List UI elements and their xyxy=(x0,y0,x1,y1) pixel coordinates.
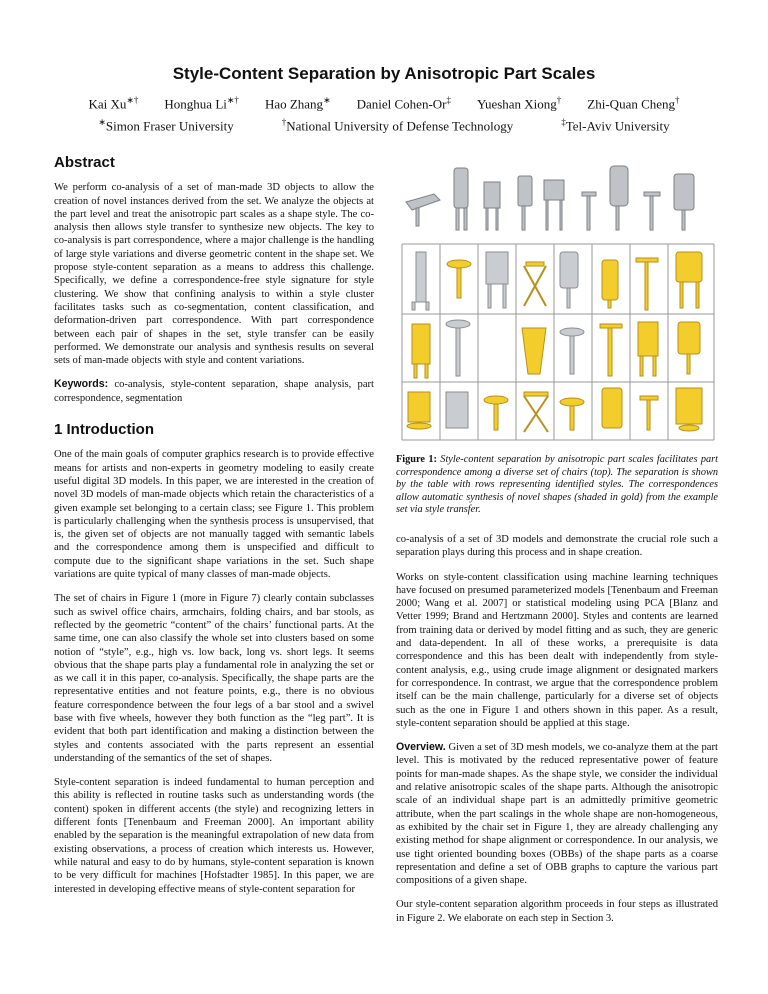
paragraph: Our style-content separation algorithm proceeds in four steps as illustrated in Figure 2. We elaborate on each step in Section 3. xyxy=(396,899,718,924)
abstract-text: We perform co-analysis of a set of man-made 3D objects to allow the creation of novel instances derived from the set. We analyze the objects at the part level and treat the anisotropic part scales as a shape style. The co-analysis then allows style transfer to synthesize new objects. The key to co-analysis is part correspondence, where a major challenge is the handling of large style variations and diverse geometric content in the shape set. We propose style-content separation as a means to address this challenge. Specifically, we define a correspondence-free style signature for style clustering. We show that confining analysis to within a style cluster facilitates tasks such as co-segmentation, content classification, and deformation-driven part correspondence. With part correspondence between each pair of shapes in the set, style transfer can be easily performed. We demonstrate our analysis and synthesis results on several sets of man-made objects with style and content variations. xyxy=(54,182,374,367)
affiliation: ∗Simon Fraser University xyxy=(98,117,234,134)
figure-1-image xyxy=(396,152,718,442)
author: Hao Zhang∗ xyxy=(264,95,331,112)
keywords: Keywords: co-analysis, style-content separation, shape analysis, part correspondence, segmentation xyxy=(54,378,374,404)
paragraph: Works on style-content classification using machine learning techniques have focused on presumed parameterized models [Tenenbaum and Freeman 2000; Wang et al. 2007] or statistical modeling using PCA [Blanz and Vetter 1999; Brand and Hertzmann 2000]. Styles and contents are learned from training data or derived by model fitting and as such, they are generic and data-dependent. In all of these works, a prerequisite is data correspondence and this has been dealt with independently from style-content analysis, e.g., using crude image alignment or designated markers for correspondence. In contrast, we argue that the correspondence problem itself can be the main challenge, particularly for a diverse set of objects such as the one in Figure 1 and others shown in this paper. As a result, style-content separation should be applied at this stage. xyxy=(396,571,718,729)
abstract-heading: Abstract xyxy=(54,154,115,171)
figure-caption: Figure 1: Style-content separation by anisotropic part scales facilitates part correspondence among a diverse set of chairs (top). The separation is shown by the table with rows representing identified styles. The correspondences allow automatic synthesis of novel shapes (shaded in gold) from the example set via style transfer. xyxy=(396,454,718,516)
affiliation: ‡Tel-Aviv University xyxy=(561,117,670,134)
paper-title: Style-Content Separation by Anisotropic Part Scales xyxy=(172,64,596,83)
paragraph: co-analysis of a set of 3D models and demonstrate the crucial role such a separation plays during this process and in shape creation. xyxy=(396,533,718,559)
author: Yueshan Xiong† xyxy=(477,95,562,112)
section-heading: 1 Introduction xyxy=(54,421,154,439)
left-column xyxy=(54,152,374,907)
author: Daniel Cohen-Or‡ xyxy=(356,95,451,112)
author: Zhi-Quan Cheng† xyxy=(587,95,680,112)
paragraph: One of the main goals of computer graphics research is to provide effective means for artists and non-experts in geometry modeling to easily create useful digital 3D models. In this paper, we are interested in the creation of novel 3D models of man-made objects which retain the characteristics of a given example set belonging to a certain class; see Figure 1. This problem is particularly challenging when the synthesis process is unsupervised, that is, the given set of objects are not manually tagged with semantic labels and the correspondence among them is unspecified and difficult to compute due to the significant shape variations in the set. Such shape variations are quite typical of many classes of man-made objects. xyxy=(54,449,374,581)
author: Kai Xu∗† xyxy=(88,95,139,112)
paragraph: Style-content separation is indeed fundamental to human perception and this ability is reflected in routine tasks such as understanding words (the content) spoken in different accents (the style) and recognizing letters in different fonts [Tenenbaum and Freeman 2000]. An important ability enabled by the separation is the meaningful extrapolation of new data from existing observations, a process of creation which interests us. However, while natural and easy to do by humans, style-content separation is known to be very difficult for machines [Hofstadter 1985]. In this paper, we are interested in developing effective means of style-content separation for xyxy=(54,777,374,895)
author: Honghua Li∗† xyxy=(164,95,239,112)
chair-grid-illustration xyxy=(396,152,718,442)
overview-paragraph: Overview. Given a set of 3D mesh models, we co-analyze them at the part level. This is motivated by the reduced representative power of feature points for man-made shapes. As the shape style, we consider the individual and relative anisotropic scales of the shape parts. Although the anisotropic scale of an individual shape part is an admittedly primitive geometric attribute, when the part scalings in the whole shape are non-homogeneous, as exhibited by the chair set in Figure 1, they are already challenging any existing method for shape alignment or correspondence. In our analysis, we use tight oriented bounding boxes (OBBs) of the shape parts as a coarse representation and define a set of OBB graphs to capture the various part compositions of a given shape. xyxy=(396,741,718,887)
paragraph: The set of chairs in Figure 1 (more in Figure 7) clearly contain subclasses such as swivel office chairs, armchairs, folding chairs, and bar stools, as reflected by the geometric “content” of the chairs’ functional parts. At the same time, one can also classify the whole set into clusters based on some notion of “style”, e.g., high vs. low back, long vs. short legs. It seems obvious that the shape parts play a fundamental role in analyzing the set or as we call it in this paper, co-analysis. Specifically, the shape parts are the representative entities and not feature points, e.g., there is no obvious feature correspondence between the four legs of a bar stool and a swivel base with five wheels, however they both function as the “leg part”. It is evident that both part identification and making a distinction between the styles and contents associated with the parts represent an essential understanding of the semantics of the set of shapes. xyxy=(54,593,374,764)
affiliation-list xyxy=(0,117,768,134)
right-column xyxy=(396,152,718,936)
author-list xyxy=(0,95,768,112)
affiliation: †National University of Defense Technology xyxy=(281,117,514,134)
